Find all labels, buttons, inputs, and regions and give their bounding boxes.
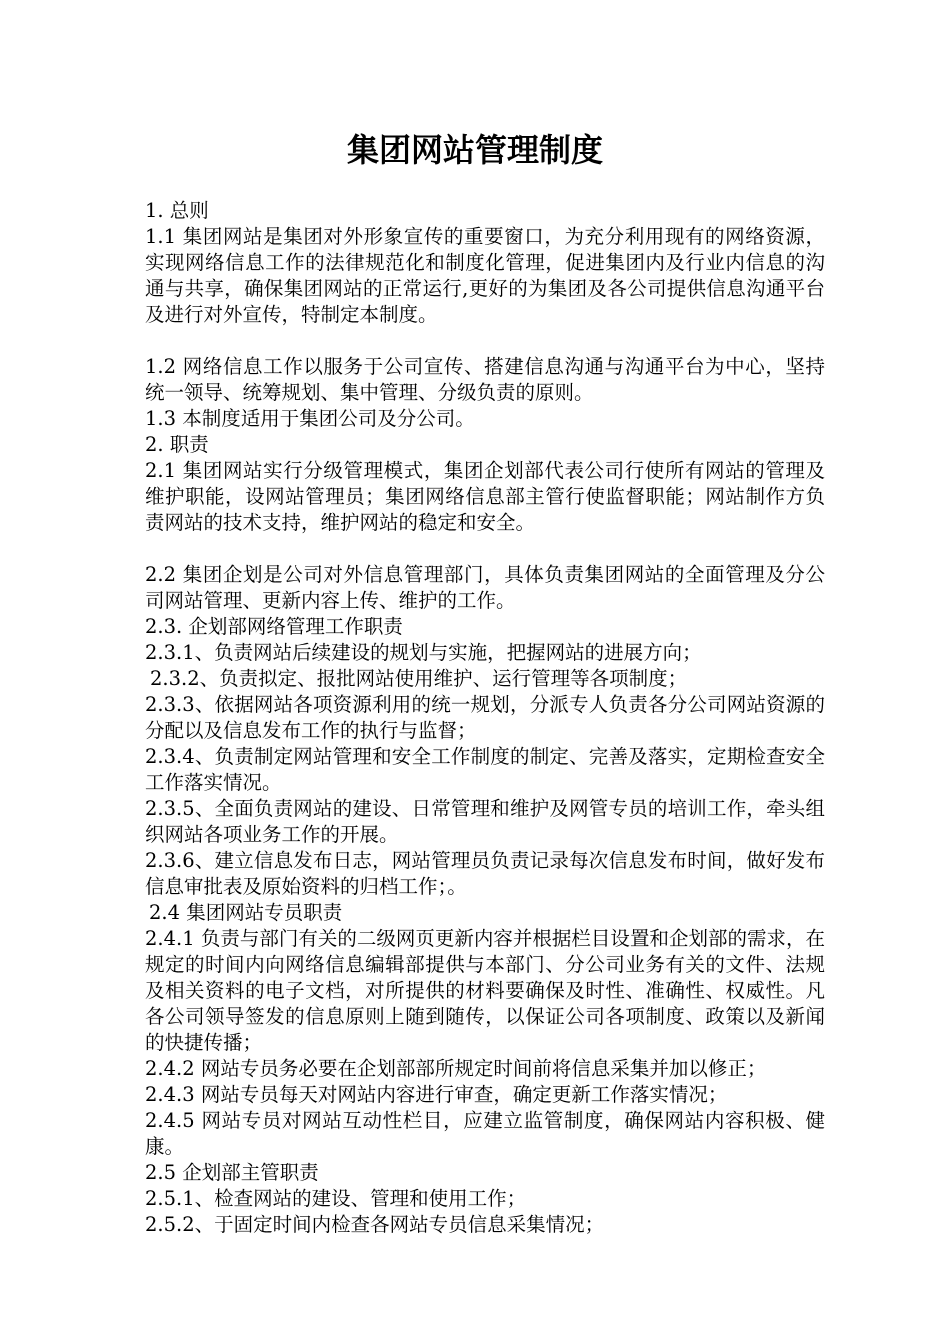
paragraph-2-4-1: 2.4.1 负责与部门有关的二级网页更新内容并根据栏目设置和企划部的需求，在规定的时间内向网络信息编辑部提供与本部门、分公司业务有关的文件、法规及相关资料的电子文档，对所提供的材料要确保及时性、准确性、权威性。凡各公司领导签发的信息原则上随到随传，以保证公司各项制度、政策以及新闻的快捷传播； <box>145 927 825 1054</box>
paragraph-gap <box>145 328 825 354</box>
paragraph-2-4-5: 2.4.5 网站专员对网站互动性栏目，应建立监管制度，确保网站内容积极、健康。 <box>145 1109 825 1158</box>
section-heading-general: 1. 总则 <box>145 199 209 222</box>
paragraph-2-3-6: 2.3.6、建立信息发布日志，网站管理员负责记录每次信息发布时间，做好发布信息审批表及原始资料的归档工作；。 <box>145 849 825 898</box>
paragraph-2-4: 2.4 集团网站专员职责 <box>149 901 343 924</box>
paragraph-1-2: 1.2 网络信息工作以服务于公司宣传、搭建信息沟通与沟通平台为中心，坚持统一领导、统筹规划、集中管理、分级负责的原则。 <box>145 355 825 404</box>
paragraph-2-3-1: 2.3.1、负责网站后续建设的规划与实施，把握网站的进展方向； <box>145 641 702 664</box>
paragraph-2-3-2: 2.3.2、负责拟定、报批网站使用维护、运行管理等各项制度； <box>150 667 688 690</box>
paragraph-2-3-4: 2.3.4、负责制定网站管理和安全工作制度的制定、完善及落实，定期检查安全工作落实情况。 <box>145 745 825 794</box>
paragraph-1-1: 1.1 集团网站是集团对外形象宣传的重要窗口，为充分利用现有的网络资源，实现网络信息工作的法律规范化和制度化管理，促进集团内及行业内信息的沟通与共享，确保集团网站的正常运行,更好的为集团及各公司提供信息沟通平台及进行对外宣传，特制定本制度。 <box>145 225 825 326</box>
paragraph-1-3: 1.3 本制度适用于集团公司及分公司。 <box>145 407 475 430</box>
paragraph-2-2: 2.2 集团企划是公司对外信息管理部门，具体负责集团网站的全面管理及分公司网站管理、更新内容上传、维护的工作。 <box>145 563 825 612</box>
paragraph-2-4-2: 2.4.2 网站专员务必要在企划部部所规定时间前将信息采集并加以修正； <box>145 1057 767 1080</box>
paragraph-2-5: 2.5 企划部主管职责 <box>145 1161 319 1184</box>
document-title: 集团网站管理制度 <box>346 131 603 169</box>
paragraph-2-1: 2.1 集团网站实行分级管理模式，集团企划部代表公司行使所有网站的管理及维护职能，设网站管理员；集团网络信息部主管行使监督职能；网站制作方负责网站的技术支持，维护网站的稳定和安全。 <box>145 459 825 534</box>
paragraph-2-5-1: 2.5.1、检查网站的建设、管理和使用工作； <box>145 1187 527 1210</box>
paragraph-2-4-3: 2.4.3 网站专员每天对网站内容进行审查，确定更新工作落实情况； <box>145 1083 728 1106</box>
paragraph-2-3-5: 2.3.5、全面负责网站的建设、日常管理和维护及网管专员的培训工作，牵头组织网站各项业务工作的开展。 <box>145 797 825 846</box>
document-body <box>145 198 825 1238</box>
paragraph-2-5-2: 2.5.2、于固定时间内检查各网站专员信息采集情况； <box>145 1213 605 1236</box>
paragraph-gap <box>145 536 825 562</box>
paragraph-2-3: 2.3. 企划部网络管理工作职责 <box>145 615 403 638</box>
paragraph-2-3-3: 2.3.3、依据网站各项资源利用的统一规划，分派专人负责各分公司网站资源的分配以及信息发布工作的执行与监督； <box>145 693 825 742</box>
section-heading-duties: 2. 职责 <box>145 433 209 456</box>
